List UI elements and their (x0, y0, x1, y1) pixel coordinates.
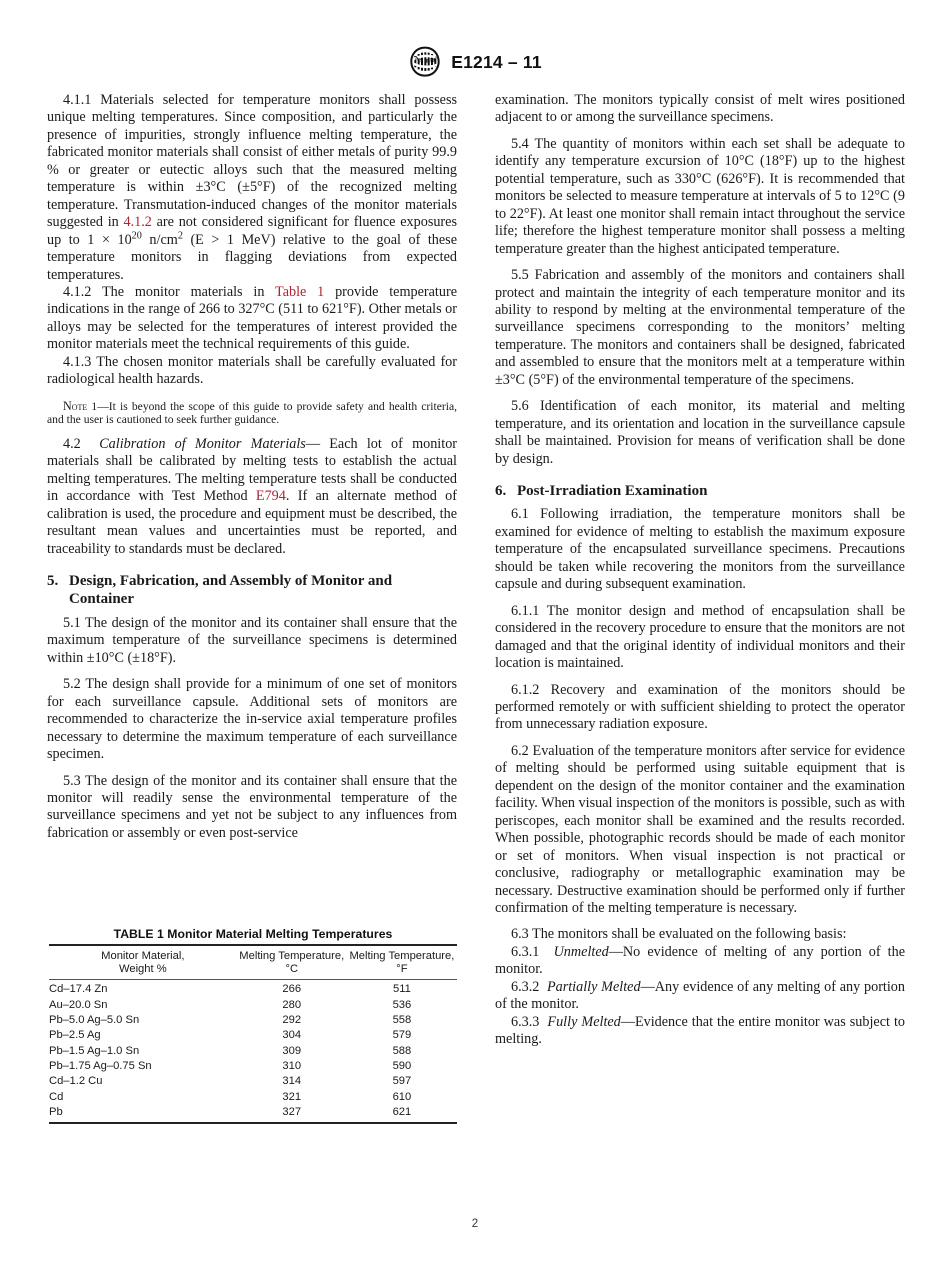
table-1-header-celsius-line1: Melting Temperature, (239, 950, 345, 963)
table-1-foot (49, 1123, 457, 1124)
section-number-5: 5. (47, 573, 59, 590)
section-heading-6 (495, 482, 905, 500)
paragraph-4-1-3 (47, 354, 457, 389)
clause-number-5-6: 5.6 (511, 398, 529, 415)
cell-celsius: 314 (282, 1075, 302, 1088)
cell-celsius: 304 (282, 1029, 302, 1042)
table-row (49, 998, 457, 1013)
paragraph-5-6-text: Identification of each monitor, its material and melting temperature, and its orientation and location in the surveillance capsule shall be maintained. Provision for means of verification shall be done by design. (495, 398, 905, 467)
note-1-text: 1—It is beyond the scope of this guide to provide safety and health criteria, and the user is cautioned to seek further guidance. (47, 399, 457, 427)
cell-fahrenheit: 511 (392, 983, 411, 996)
paragraph-6-3-3 (495, 1014, 905, 1049)
paragraph-5-3 (47, 773, 457, 843)
paragraph-6-3 (495, 926, 905, 943)
cell-celsius: 321 (282, 1090, 302, 1103)
paragraph-6-3-2-term: Partially Melted (546, 978, 641, 995)
section-title-5: Design, Fabrication, and Assembly of Monitor and Container (69, 573, 393, 608)
exponent-20: 20 (131, 229, 142, 241)
paragraph-6-3-3-term: Fully Melted (547, 1013, 621, 1030)
cell-fahrenheit: 610 (392, 1090, 412, 1103)
paragraph-5-4 (495, 136, 905, 258)
paragraph-5-5 (495, 267, 905, 389)
table-1-header-material-line2: Weight % (118, 962, 167, 975)
svg-text:A: A (414, 56, 420, 63)
paragraph-6-1-2-text: Recovery and examination of the monitors should be performed remotely or with sufficient shielding to protect the operator from unnecessary radiation exposure. (495, 681, 905, 733)
paragraph-6-1-1-text: The monitor design and method of encapsulation shall be considered in the recovery procedure to ensure that the monitors are not damaged and that the original identity of individual monitors and their location is maintained. (495, 602, 905, 672)
table-row (49, 1044, 457, 1059)
cell-celsius: 327 (282, 1105, 302, 1118)
section-number-6: 6. (495, 483, 507, 500)
cell-material: Cd (49, 1090, 64, 1103)
svg-text:T: T (425, 58, 429, 65)
paragraph-4-2-term: Calibration of Monitor Materials (99, 435, 306, 452)
cell-fahrenheit: 590 (392, 1059, 412, 1072)
table-1-body (49, 980, 457, 1123)
cell-celsius: 292 (282, 1014, 302, 1027)
cell-material: Au–20.0 Sn (49, 998, 108, 1011)
cell-celsius: 310 (282, 1059, 302, 1072)
table-row (49, 1089, 457, 1104)
clause-number-4-2: 4.2 (63, 435, 81, 452)
table-1 (49, 944, 457, 1124)
astm-logo-icon (408, 46, 442, 78)
clause-number-6-2: 6.2 (511, 742, 529, 759)
note-1 (47, 400, 457, 427)
paragraph-4-2-text-a: — Each lot of monitor materials shall be calibrated by melting tests to establish the actual melting temperatures. The melting temperature tests shall be conducted in accordance with Test Method (47, 435, 458, 505)
paragraph-6-1-text: Following irradiation, the temperature monitors shall be examined for evidence of melting to establish the maximum exposure temperature of the encapsulated surveillance specimens. Precautions should be taken while recovering the monitors from the surveillance capsule and during subsequent examination. (495, 506, 905, 593)
cell-fahrenheit: 579 (392, 1029, 412, 1042)
table-row (49, 1013, 457, 1028)
clause-number-6-1-2: 6.1.2 (511, 681, 540, 698)
paragraph-6-3-2-text: —Any evidence of any melting of any portion of the monitor. (495, 978, 905, 1013)
svg-text:M: M (429, 57, 436, 65)
paragraph-6-1 (495, 506, 905, 593)
table-row (49, 1028, 457, 1043)
clause-number-5-5: 5.5 (511, 267, 529, 284)
cell-material: Cd–1.2 Cu (49, 1075, 103, 1088)
cell-material: Pb–1.5 Ag–1.0 Sn (49, 1044, 140, 1057)
cell-celsius: 309 (282, 1044, 302, 1057)
clause-number-6-1: 6.1 (511, 506, 529, 523)
paragraph-4-1-2-text-b: provide temperature indications in the range of 266 to 327°C (511 to 621°F). Other metals or alloys may be selected for the temperatures of interest provided the monitor materials meet the technical requirements of this guide. (47, 283, 457, 353)
clause-number-4-1-2: 4.1.2 (63, 283, 92, 300)
xref-4-1-2[interactable]: 4.1.2 (123, 214, 152, 231)
paragraph-4-1-2-text-a: The monitor materials in (91, 283, 276, 300)
paragraph-5-1 (47, 615, 457, 667)
paragraph-5-5-text: Fabrication and assembly of the monitors and containers shall protect and maintain the integrity of each temperature monitor and its ability to respond by melting at the environmental temperature of the surveillance specimens corresponding to the monitors’ melting temperature. The monitors and containers shall be designed, fabricated and assembled to ensure that the monitors melt at a temperature within ±3°C (5°F) of the environmental temperature of the specimens. (495, 267, 905, 388)
cell-material: Pb–2.5 Ag (49, 1029, 101, 1042)
document-designation: E1214 – 11 (451, 51, 542, 72)
paragraph-6-3-3-text: —Evidence that the entire monitor was subject to melting. (495, 1013, 905, 1048)
clause-number-5-1: 5.1 (63, 614, 81, 631)
table-1-title: TABLE 1 Monitor Material Melting Temperatures (113, 927, 393, 942)
table-1-header-fahrenheit-line1: Melting Temperature, (349, 950, 455, 963)
clause-number-4-1-3: 4.1.3 (63, 353, 92, 370)
cell-fahrenheit: 621 (392, 1105, 412, 1118)
cell-fahrenheit: 558 (392, 1014, 412, 1027)
paragraph-6-3-1-text: —No evidence of melting of any portion of the monitor. (495, 943, 905, 978)
cell-fahrenheit: 588 (392, 1044, 412, 1057)
paragraph-5-3-continued: examination. The monitors typically consist of melt wires positioned adjacent to or among the surveillance specimens. (495, 92, 905, 126)
paragraph-4-1-1-text-c: n/cm (141, 231, 178, 248)
paragraph-4-1-1 (47, 92, 457, 284)
cell-material: Pb–1.75 Ag–0.75 Sn (49, 1059, 152, 1072)
table-1-bottom-rule (49, 1123, 457, 1124)
clause-number-6-3-3: 6.3.3 (511, 1013, 540, 1030)
page-number: 2 (471, 1218, 479, 1230)
svg-text:S: S (419, 57, 424, 64)
page-header (0, 46, 950, 78)
paragraph-4-1-3-text: The chosen monitor materials shall be carefully evaluated for radiological health hazards. (47, 353, 457, 388)
paragraph-4-1-1-text-d: (E > 1 MeV) relative to the goal of these temperature monitors in flagging deviations from expected temperatures. (47, 231, 457, 283)
paragraph-6-2-text: Evaluation of the temperature monitors after service for evidence of melting should be performed using suitable equipment that is dependent on the design of the monitor container and the examination facility. When visual inspection of the monitors is possible, such as with periscopes, each monitor shall be examined and the results recorded. When possible, photographic records should be made of each monitor or set of monitors. When visual inspection is not practical or conclusive, radiography or metallographic examination may be necessary. Destructive examination should be performed only if further confirmation of the melting temperature is necessary. (495, 742, 905, 916)
table-row (49, 1105, 457, 1123)
exponent-2: 2 (177, 229, 183, 241)
section-title-6: Post-Irradiation Examination (517, 483, 708, 500)
cell-material: Pb (49, 1105, 63, 1118)
table-1-header-celsius-line2: °C (285, 962, 299, 975)
table-1-header-fahrenheit-line2: °F (396, 962, 408, 975)
left-column (47, 92, 457, 1202)
table-1-header-row (49, 945, 457, 980)
paragraph-4-2-text-b: . If an alternate method of calibration is used, the procedure and equipment must be described, the resultant mean values and uncertainties must be reported, and traceability to standards must be declared. (47, 488, 457, 557)
clause-number-6-1-1: 6.1.1 (511, 602, 540, 619)
paragraph-5-1-text: The design of the monitor and its container shall ensure that the maximum temperature of the surveillance specimens is determined within ±10°C (±18°F). (47, 614, 457, 666)
note-label: Note (63, 398, 88, 413)
paragraph-5-4-text: The quantity of monitors within each set shall be adequate to identify any temperature excursion of 10°C (18°F) up to the highest potential temperature, such as 330°C (626°F). It is recommended that monitors be selected to measure temperature at intervals of 5 to 12°C (9 to 22°F). At least one monitor shall remain intact throughout the service life; therefore the highest temperature monitor shall possess a melting temperature greater than the highest anticipated temperature. (495, 135, 905, 257)
table-1-bottom-rule-cell (49, 1123, 457, 1124)
paragraph-4-1-1-text-b: are not considered significant for fluence exposures up to 1 × 10 (47, 214, 457, 248)
paragraph-6-3-text: The monitors shall be evaluated on the following basis: (528, 926, 847, 943)
clause-number-5-4: 5.4 (511, 135, 529, 152)
table-1-header-fahrenheit (347, 945, 457, 980)
paragraph-6-1-1 (495, 603, 905, 673)
table-1-header-celsius (237, 945, 347, 980)
right-column (495, 92, 905, 1202)
paragraph-5-6 (495, 398, 905, 468)
cell-material: Pb–5.0 Ag–5.0 Sn (49, 1014, 140, 1027)
table-row (49, 980, 457, 998)
section-heading-5 (47, 572, 457, 609)
table-1-header-material-line1: Monitor Material, (101, 950, 185, 963)
table-1-head (49, 945, 457, 980)
paragraph-4-2 (47, 436, 457, 558)
cell-fahrenheit: 536 (392, 998, 412, 1011)
clause-number-6-3-2: 6.3.2 (511, 978, 540, 995)
paragraph-6-3-2 (495, 979, 905, 1014)
table-1-container (49, 927, 457, 1124)
clause-number-6-3-1: 6.3.1 (511, 943, 540, 960)
xref-e794[interactable]: E794 (255, 488, 286, 505)
xref-table-1[interactable]: Table 1 (275, 283, 325, 300)
paragraph-6-2 (495, 743, 905, 918)
paragraph-6-1-2 (495, 682, 905, 734)
table-row (49, 1059, 457, 1074)
cell-celsius: 266 (282, 983, 302, 996)
paragraph-6-3-1-term: Unmelted (553, 943, 609, 960)
paragraph-5-2-text: The design shall provide for a minimum of one set of monitors for each surveillance capsule. Additional sets of monitors are recommended to characterize the in-service axial temperature profiles necessary to determine the maximum temperature of each surveillance specimen. (47, 676, 457, 763)
cell-fahrenheit: 597 (392, 1075, 412, 1088)
two-column-body (47, 92, 905, 1202)
table-row (49, 1074, 457, 1089)
paragraph-5-3-text: The design of the monitor and its container shall ensure that the monitor will readily sense the environmental temperature of the surveillance specimens and yet not be subject to any influences from fabrication or assembly or even post-service (47, 772, 457, 841)
clause-number-4-1-1: 4.1.1 (63, 92, 92, 108)
paragraph-4-1-2 (47, 284, 457, 354)
clause-number-5-3: 5.3 (63, 772, 81, 789)
cell-material: Cd–17.4 Zn (49, 983, 108, 996)
cell-celsius: 280 (282, 998, 302, 1011)
paragraph-6-3-1 (495, 944, 905, 979)
clause-number-5-2: 5.2 (63, 676, 81, 693)
clause-number-6-3: 6.3 (511, 926, 529, 943)
paragraph-4-1-1-text-a: Materials selected for temperature monitors shall possess unique melting temperatures. Since composition, and particularly the presence of impurities, strongly influence melting temperature, the fabricated monitor materials shall consist of either metals of purity 99.9 % or greater or eutectic alloys such that the measured melting temperature is within ±3°C (±5°F) of the recognized melting temperature. Transmutation-induced changes of the monitor materials suggested in (47, 92, 457, 231)
paragraph-5-2 (47, 676, 457, 763)
table-1-header-material (49, 945, 237, 980)
